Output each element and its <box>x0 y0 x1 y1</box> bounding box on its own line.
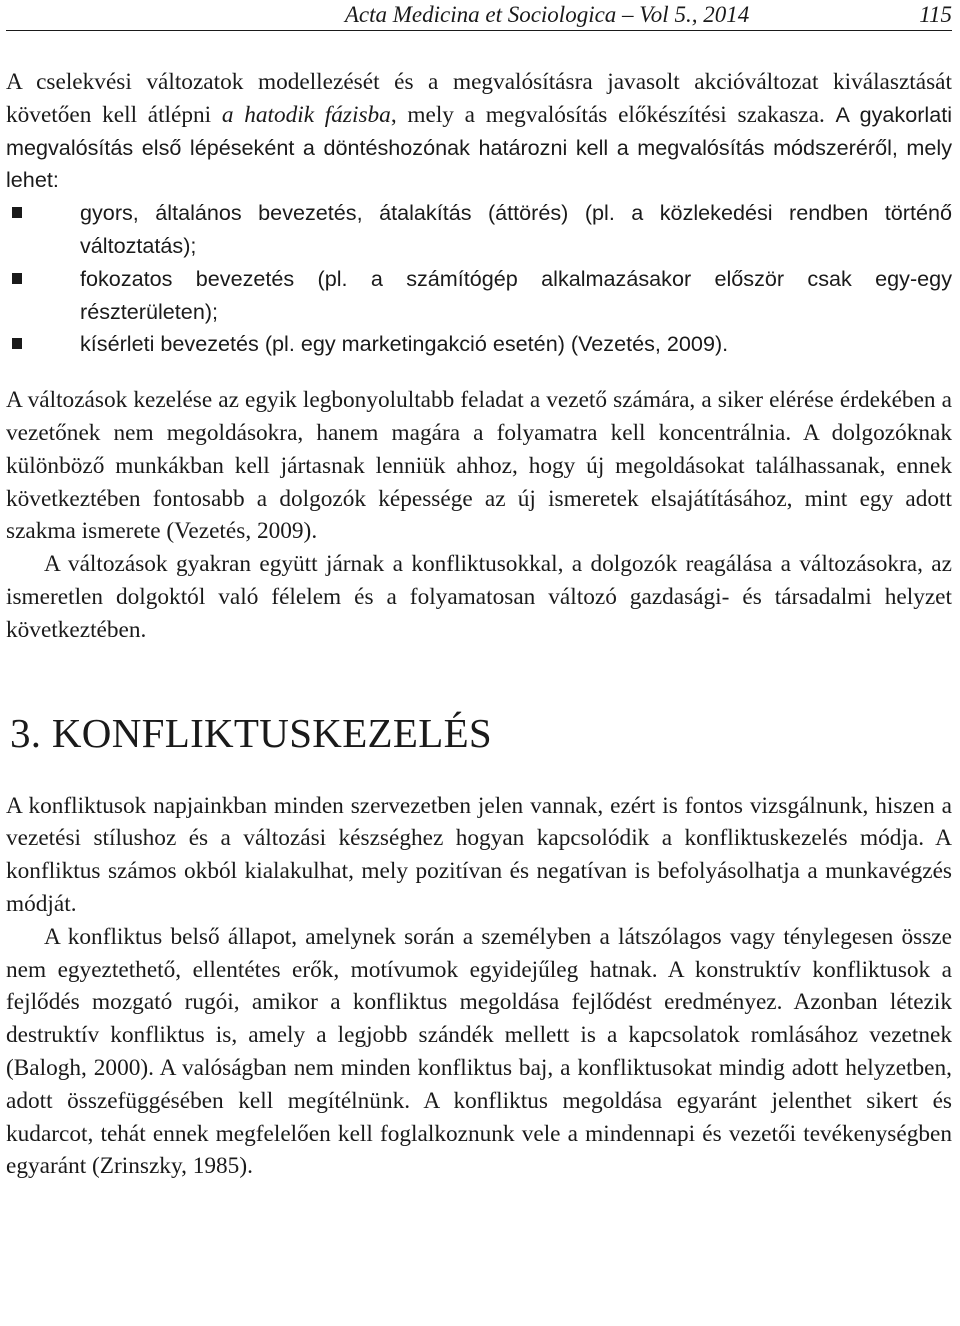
spacer <box>6 361 952 384</box>
page-number: 115 <box>919 2 952 27</box>
spacer <box>6 647 952 709</box>
square-bullet-icon <box>12 338 22 349</box>
page <box>6 0 952 1183</box>
list-item <box>6 197 952 263</box>
list-item-text: kísérleti bevezetés (pl. egy marketingakció esetén) (Vezetés, 2009). <box>80 331 729 357</box>
list-item-text: fokozatos bevezetés (pl. a számítógép alkalmazásakor először csak egy-egy részterületen); <box>80 265 952 324</box>
body-paragraph-2: A változások gyakran együtt járnak a konfliktusokkal, a dolgozók reagálása a változásokra, az ismeretlen dolgoktól való félelem és a folyamatosan változó gazdasági- és társadalmi helyzet következtében. <box>6 551 952 643</box>
section-paragraph-1: A konfliktusok napjainkban minden szervezetben jelen vannak, ezért is fontos vizsgálnunk, hiszen a vezetési stílushoz és a változási készséghez hogyan kapcsolódik a konfliktuskezelés módja. A konfliktus számos okból kialakulhat, mely pozitívan és negatívan is befolyásolhatja a munkavégzés módját. <box>6 792 952 917</box>
running-header <box>6 0 952 31</box>
intro-text-3: A gyakorlati megvalósítás első lépéseként a döntéshozónak határozni kell a megvalósítás módszeréről, mely lehet: <box>6 101 952 193</box>
intro-text-2: , mely a megvalósítás előkészítési szakasza. <box>390 101 836 128</box>
intro-text-1: A cselekvési változatok modellezését és a megvalósításra javasolt akcióváltozat kiválasztását követően kell átlépni <box>6 69 952 128</box>
spacer <box>6 757 952 790</box>
section-paragraph-2: A konfliktus belső állapot, amelynek során a személyben a látszólagos vagy ténylegesen össze nem egyeztethető, ellentétes erők, motívumok egyidejűleg hatnak. A konstruktív konfliktusok a fejlődés mozgató rugói, amikor a konfliktus megoldása fejlődést eredményez. Azonban létezik destruktív konfliktus is, amely a legjobb szándék mellett is a kapcsolatok romlásához vezetnek (Balogh, 2000). A valóságban nem minden konfliktus baj, a konfliktusokat mindig adott helyzetben, adott összefüggésében kell megítélnünk. A konfliktus megoldása egyaránt jelenthet sikert és kudarcot, tehát ennek megfelelően kell foglalkoznunk vele a mindennapi és vezetői tevékenységben egyaránt (Zrinszky, 1985). <box>6 923 952 1180</box>
section-heading: 3. KONFLIKTUSKEZELÉS <box>10 709 493 756</box>
square-bullet-icon <box>12 207 22 218</box>
journal-title: Acta Medicina et Sociologica – Vol 5., 2014 <box>344 2 750 27</box>
square-bullet-icon <box>12 273 22 284</box>
body-paragraph-1: A változások kezelése az egyik legbonyolultabb feladat a vezető számára, a siker elérése érdekében a vezetőnek nem megoldásokra, hanem magára a folyamatra kell koncentrálnia. A dolgozóknak különböző munkákban kell jártasnak lenniük ahhoz, hogy új megoldásokat találhassanak, ennek következtében fontosabb a dolgozók képessége az új ismeretek elsajátításához, mint egy adott szakma ismerete (Vezetés, 2009). <box>6 387 952 545</box>
method-list <box>6 197 952 361</box>
list-item <box>6 263 952 329</box>
list-item <box>6 328 952 361</box>
intro-emphasis: a hatodik fázisba <box>221 101 391 128</box>
intro-paragraph <box>6 66 952 197</box>
list-item-text: gyors, általános bevezetés, átalakítás (áttörés) (pl. a közlekedési rendben történő változtatás); <box>80 200 952 258</box>
